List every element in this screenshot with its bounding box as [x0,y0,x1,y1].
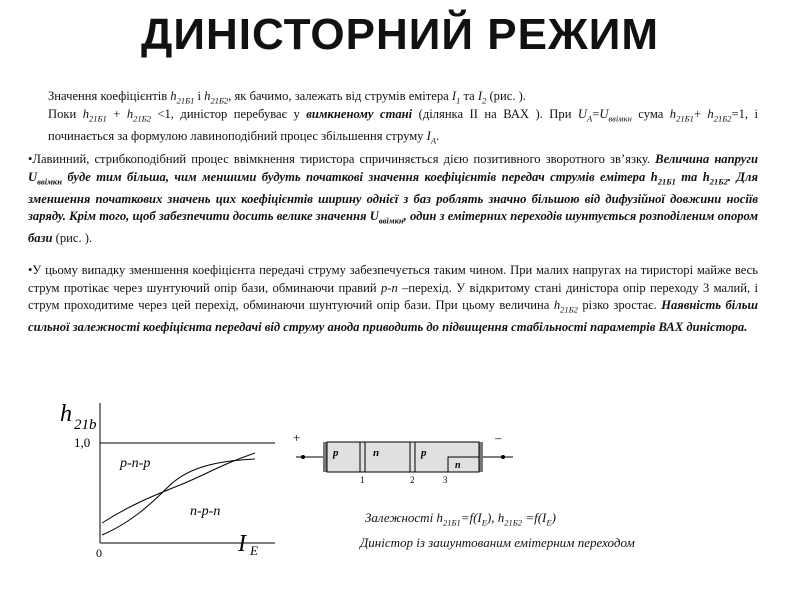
y-axis-label-sub: 21b [74,417,97,433]
bullet-mark: • [28,263,33,277]
paragraph-coefficients: Значення коефіцієнтів $h_{21Б1}$ і $h_{21Б2}$, як бачимо, залежать від струмів емітера $I_1$ та $I_2$ (рис. ). [48,89,526,106]
layer-label: n [373,447,380,459]
junction-label: 2 [410,475,415,485]
cathode-terminal [501,455,505,459]
page-title: ДИНІСТОРНИЙ РЕЖИМ [141,10,659,59]
bullet-transfer-coefficient: •У цьому випадку зменшення коефіцієнта передачі струму забезпечується таким чином. При малих напругах на тиристорі майже весь струм протікає через шунтуючий опір бази, обминаючи правий p-n –перехід. У відкритому стані диністора опір переходу 3 малий, і струм проходитиме через цей перехід, обминаючи шунтуючий опір бази. При цьому величина $h_{21Б2}$ різко зростає. Наявність більш сильної залежності коефіцієнта передачі від струму анода приводить до підвищення стабільності параметрів ВАХ диністора. [28,263,759,335]
layer-label: p [333,447,339,459]
coefficient-chart [50,395,280,565]
minus-sign: – [495,430,502,445]
layer-label: p [421,447,427,459]
anode-terminal [301,455,305,459]
x-axis-label-sub: E [250,543,258,558]
junction-label: 3 [443,475,448,485]
layer-label: n [455,460,461,471]
caption-coefficient-dependence: Залежності $h_{21Б1}=f(I_E)$, $h_{21Б2} =f(I_E)$ [365,510,556,528]
origin-label: 0 [96,546,102,560]
bullet-mark: • [28,152,33,166]
caption-dinistor: Диністор із зашунтованим емітерним переходом [360,535,635,550]
series-label-n-p-n: n-p-n [190,504,221,519]
bullet-avalanche: •Лавинний, стрибкоподібний процес ввімкнення тиристора спричиняється дією позитивного зворотного зв’язку. Величина напруги $U_{ввімкн}$ буде тим більша, чим меншими будуть початкові значення коефіцієнтів передач струмів емітера $h_{21Б1}$ та $h_{21Б2}$. Для зменшення початкових значень цих коефіцієнтів ширину однієї з баз роблять значно більшою від дифузійної довжини носіїв заряду. Крім того, щоб забезпечити досить велике значення $U_{ввімкн}$, один з емітерних переходів шунтується розподіленим опором бази (рис. ). [28,152,758,246]
emitter-n-region [448,457,479,472]
series-label-p-n-p: p-n-p [120,456,151,471]
y-axis-label: h [60,401,72,427]
junction-label: 1 [360,475,365,485]
dinistor-structure [288,430,518,485]
paragraph-off-state: Поки $h_{21Б1} + h_{21Б2} <1$, диністор перебуває у вимкненому стані (ділянка ІІ на ВАХ ). При $U_A=U_{ввімкн}$ сума $h_{21Б1}+ h_{21Б2}=1$, і починається за формулою лавиноподібний процес збільшення струму $I_A$. [48,107,759,146]
x-axis-label: I [238,531,246,557]
plus-sign: + [293,430,301,445]
y-tick-label: 1,0 [74,435,91,450]
